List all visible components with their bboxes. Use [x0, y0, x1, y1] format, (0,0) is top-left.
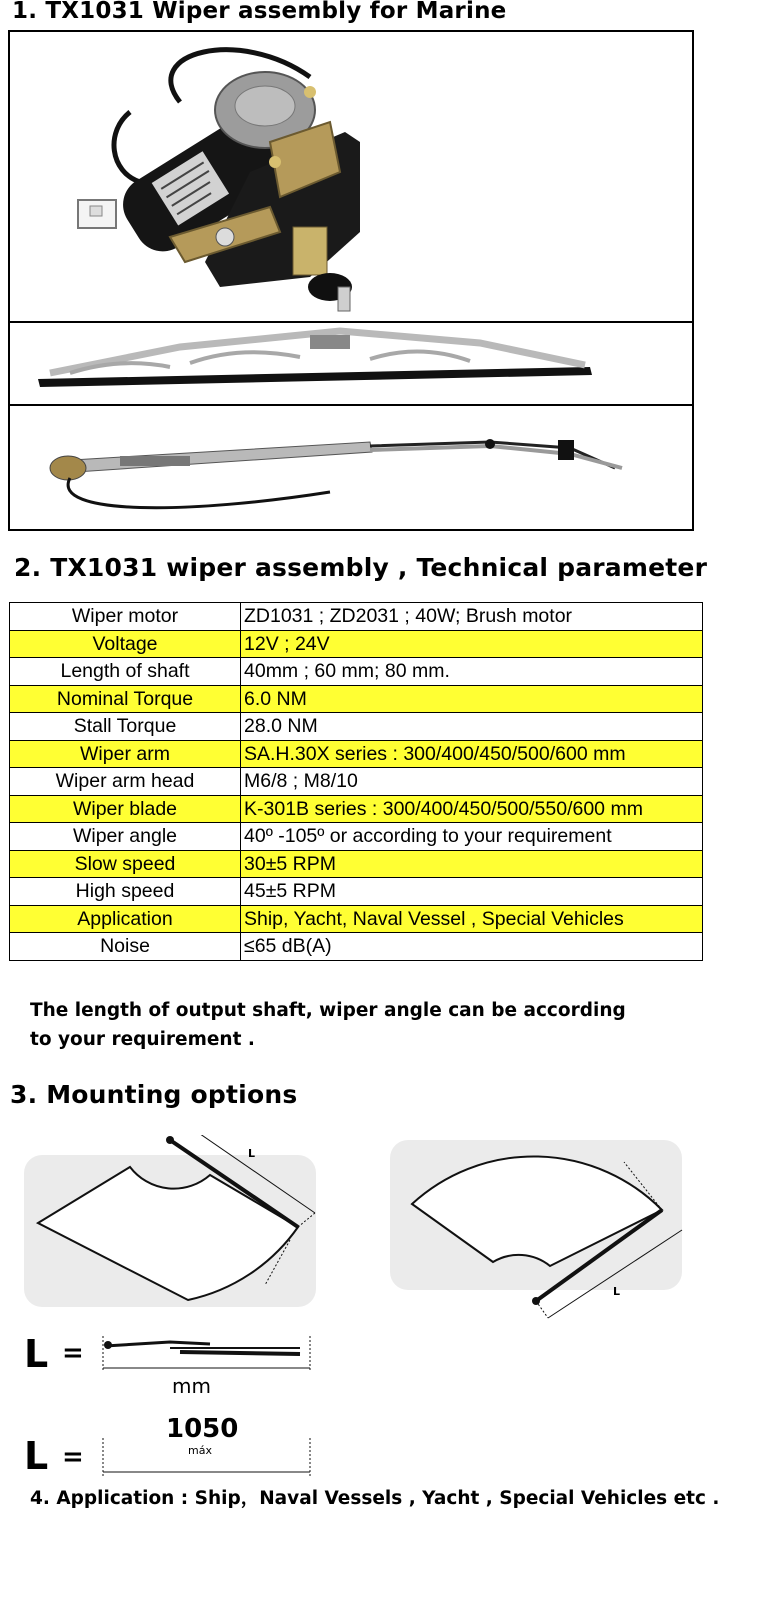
section1-title: 1. TX1031 Wiper assembly for Marine — [12, 0, 507, 24]
spec-key: Noise — [10, 933, 241, 961]
spec-row — [10, 603, 703, 631]
spec-key: Voltage — [10, 630, 241, 658]
dimension-label-right: L — [613, 1285, 621, 1298]
spec-value: ≤65 dB(A) — [241, 933, 703, 961]
spec-row — [10, 658, 703, 686]
spec-value: 40mm ; 60 mm; 80 mm. — [241, 658, 703, 686]
spec-row — [10, 768, 703, 796]
spec-key: High speed — [10, 878, 241, 906]
application-line: 4. Application : Ship，Naval Vessels , Yacht , Special Vehicles etc . — [30, 1488, 720, 1509]
note-line-2: to your requirement . — [30, 1029, 255, 1050]
equals-sign-2: = — [62, 1442, 84, 1472]
spec-row — [10, 905, 703, 933]
spec-value: 45±5 RPM — [241, 878, 703, 906]
length-symbol-2: L — [24, 1434, 49, 1478]
spec-key: Wiper arm head — [10, 768, 241, 796]
section3-title: 3. Mounting options — [10, 1080, 298, 1109]
section2-title: 2. TX1031 wiper assembly , Technical parameter — [14, 553, 708, 582]
spec-key: Wiper blade — [10, 795, 241, 823]
max-length-dimension — [100, 1436, 315, 1478]
wiper-blade-illustration — [10, 323, 692, 404]
spec-row — [10, 713, 703, 741]
max-length-label: máx — [188, 1444, 212, 1457]
requirement-note — [30, 996, 626, 1054]
spec-row — [10, 795, 703, 823]
wiper-arm-illustration — [10, 406, 692, 529]
arm-blade-length-diagram — [100, 1330, 315, 1375]
spec-value: 30±5 RPM — [241, 850, 703, 878]
spec-row — [10, 740, 703, 768]
spec-value: Ship, Yacht, Naval Vessel , Special Vehicles — [241, 905, 703, 933]
max-length-value: 1050 — [166, 1414, 239, 1444]
length-unit: mm — [172, 1374, 211, 1398]
spec-value: 28.0 NM — [241, 713, 703, 741]
mounting-option-bottom-pivot — [20, 1135, 320, 1310]
dimension-label-left: L — [248, 1147, 256, 1160]
mounting-option-top-pivot — [388, 1140, 688, 1325]
spec-row — [10, 823, 703, 851]
spec-row — [10, 933, 703, 961]
wiper-motor-photo — [8, 30, 694, 323]
spec-row — [10, 878, 703, 906]
spec-key: Wiper angle — [10, 823, 241, 851]
technical-parameter-table — [9, 602, 703, 961]
spec-value: 12V ; 24V — [241, 630, 703, 658]
equals-sign-1: = — [62, 1338, 84, 1368]
wiper-blade-photo — [8, 321, 694, 406]
note-line-1: The length of output shaft, wiper angle can be according — [30, 1000, 626, 1021]
spec-value: M6/8 ; M8/10 — [241, 768, 703, 796]
spec-value: SA.H.30X series : 300/400/450/500/600 mm — [241, 740, 703, 768]
spec-key: Stall Torque — [10, 713, 241, 741]
spec-key: Wiper motor — [10, 603, 241, 631]
spec-key: Slow speed — [10, 850, 241, 878]
spec-row — [10, 630, 703, 658]
wiper-arm-photo — [8, 404, 694, 531]
spec-value: ZD1031 ; ZD2031 ; 40W; Brush motor — [241, 603, 703, 631]
spec-key: Application — [10, 905, 241, 933]
wiper-motor-illustration — [10, 32, 692, 321]
spec-row — [10, 685, 703, 713]
spec-key: Wiper arm — [10, 740, 241, 768]
spec-value: 40º -105º or according to your requirement — [241, 823, 703, 851]
spec-key: Length of shaft — [10, 658, 241, 686]
spec-value: 6.0 NM — [241, 685, 703, 713]
spec-value: K-301B series : 300/400/450/500/550/600 mm — [241, 795, 703, 823]
length-symbol-1: L — [24, 1332, 49, 1376]
spec-key: Nominal Torque — [10, 685, 241, 713]
spec-row — [10, 850, 703, 878]
